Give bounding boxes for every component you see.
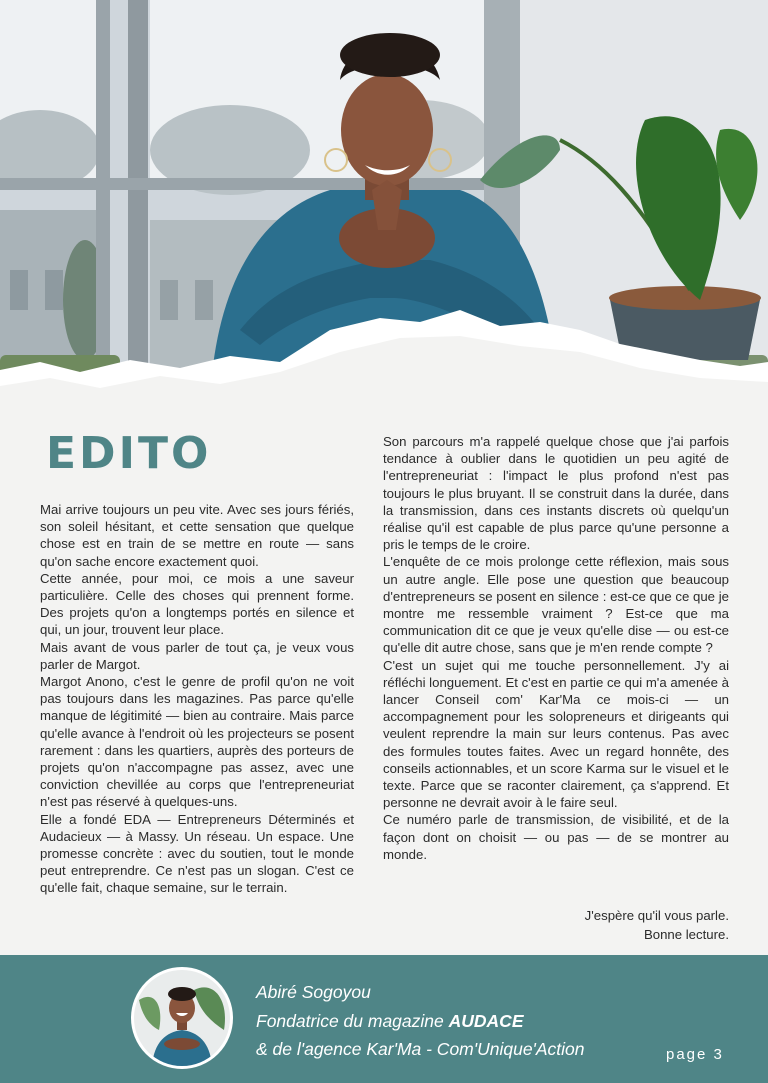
author-role-prefix: Fondatrice du magazine — [256, 1010, 449, 1031]
paragraph: Mais avant de vous parler de tout ça, je veux vous parler de Margot. — [40, 639, 354, 672]
paragraph: Margot Anono, c'est le genre de profil qu'on ne voit pas toujours dans les magazines. Pas parce qu'elle manque de légitimité — bien au contraire. Mais parce qu'elle avance à l'endroit où les projecteurs se posent rarement : dans les quartiers, auprès des porteurs de projets qu'on n'accompagne pas assez, avec une conviction chevillée au corps que l'entrepreneuriat n'est pas réservé à quelques-uns. — [40, 674, 354, 810]
page-title: EDITO — [46, 428, 212, 479]
page-number: page 3 — [666, 1046, 724, 1063]
paragraph: Ce numéro parle de transmission, de visibilité, et de la façon dont on choisit — ou pas — de se montrer au monde. — [383, 812, 729, 862]
signoff-line: Bonne lecture. — [643, 927, 729, 942]
author-avatar — [131, 967, 233, 1069]
magazine-name: AUDACE — [448, 1010, 524, 1031]
article-column-left — [40, 501, 354, 897]
paragraph: Elle a fondé EDA — Entrepreneurs Déterminés et Audacieux — à Massy. Un réseau. Un espace. Une promesse concrète : avec du soutien, tout le monde peut entreprendre. Ce n'est pas un slogan. C'est ce qu'elle fait, chaque semaine, sur le terrain. — [40, 811, 354, 896]
paragraph: Cette année, pour moi, ce mois a une saveur particulière. Celle des choses qui prennent forme. Des projets qu'on a longtemps portés en silence et qui, un jour, trouvent leur place. — [40, 570, 354, 638]
author-role — [256, 1007, 585, 1036]
paragraph: Mai arrive toujours un peu vite. Avec ses jours fériés, son soleil hésitant, et cette sensation que quelque chose est en train de se mettre en route — sans qu'on sache encore exactement quoi. — [40, 502, 354, 569]
author-agency: & de l'agence Kar'Ma - Com'Unique'Action — [256, 1039, 585, 1059]
hero-photo — [0, 0, 768, 420]
signoff-line: J'espère qu'il vous parle. — [584, 908, 729, 923]
paragraph: C'est un sujet qui me touche personnellement. J'y ai réfléchi longuement. Et c'est en partie ce qui m'a amenée à lancer Conseil com' Kar'Ma ce mois-ci — un accompagnement pour les solopreneurs et dirigeants qui veulent reprendre la main sur leurs contenus. Pas avec des formules toutes faites. Avec un regard honnête, des conseils actionnables, et un score Karma sur le visuel et le texte. Parce que se raconter clairement, ça s'apprend. Et personne ne devrait avoir à le faire seul. — [383, 657, 729, 811]
signoff — [585, 906, 729, 944]
paragraph: L'enquête de ce mois prolonge cette réflexion, mais sous un autre angle. Elle pose une question que beaucoup d'entrepreneurs se posent en silence : est-ce que ce que je montre me ressemble vraiment ? Est-ce que ma communication dit ce que je veux qu'elle dise — ou est-ce qu'elle dit autre chose, sans que je m'en rende compte ? — [383, 554, 729, 656]
author-name: Abiré Sogoyou — [256, 982, 371, 1002]
article-column-right — [383, 433, 729, 863]
author-credit — [256, 978, 585, 1064]
paragraph: Son parcours m'a rappelé quelque chose que j'ai parfois tendance à oublier dans le quotidien un peu agité de l'entrepreneuriat : l'impact le plus profond n'est pas toujours le plus bruyant. Il se construit dans la durée, dans la transmission, dans ces instants discrets où quelqu'un réalise qu'il est capable de plus parce qu'une personne a pris le temps de le croire. — [383, 434, 729, 553]
